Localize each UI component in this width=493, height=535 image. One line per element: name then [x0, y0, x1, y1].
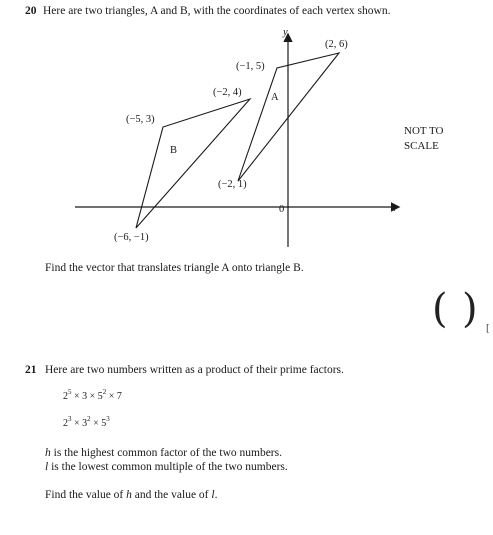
not-to-scale-note: [404, 124, 443, 154]
lcm-definition: l is the lowest common multiple of the two numbers.: [45, 461, 288, 473]
question-20-intro: Here are two triangles, A and B, with the coordinates of each vertex shown.: [43, 5, 391, 17]
prime-factor-expression-2: $2^3 \times 3^2 \times 5^3$: [63, 415, 110, 429]
not-to-scale-line-1: NOT TO: [404, 125, 444, 137]
question-21-prompt: Find the value of h and the value of l.: [45, 489, 218, 501]
hcf-definition: h is the highest common factor of the two numbers.: [45, 447, 282, 459]
triangle-a-label: A: [271, 92, 279, 103]
question-20-prompt: Find the vector that translates triangle A onto triangle B.: [45, 262, 304, 274]
question-number-21: 21: [25, 364, 37, 376]
coord-b-low: (−2, 1): [218, 179, 247, 190]
not-to-scale-line-2: SCALE: [404, 140, 439, 152]
coord-b-top: (−5, 3): [126, 114, 155, 125]
question-number-20: 20: [25, 5, 37, 17]
coord-a-bottom: (−2, 4): [213, 87, 242, 98]
marks-bracket: [: [486, 322, 490, 334]
coord-a-left-top: (−1, 5): [236, 61, 265, 72]
prime-factor-expression-1: $2^5 \times 3 \times 5^2 \times 7$: [63, 388, 122, 402]
answer-bracket-right: ): [462, 286, 478, 332]
triangle-b-label: B: [170, 145, 178, 156]
answer-bracket-left: (: [432, 286, 448, 332]
coord-b-bottom: (−6, −1): [114, 232, 149, 243]
question-21-intro: Here are two numbers written as a product of their prime factors.: [45, 364, 344, 376]
y-axis-label: y: [283, 27, 288, 38]
origin-label: 0: [279, 204, 285, 215]
x-axis-label: x: [391, 203, 396, 214]
coord-a-top: (2, 6): [325, 39, 348, 50]
